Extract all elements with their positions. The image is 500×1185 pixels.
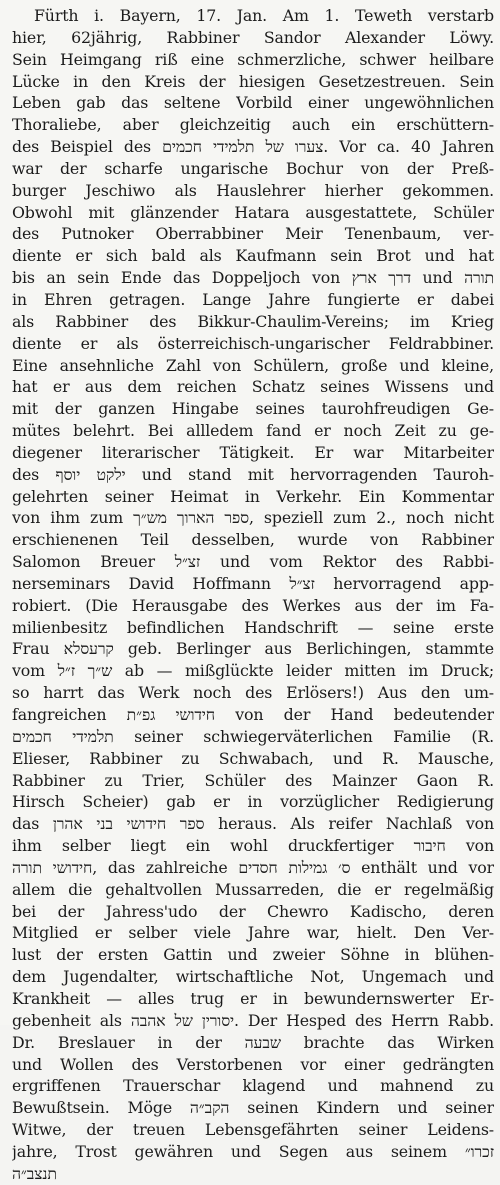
article-line: dem Jugendalter, wirtschaftliche Not, Ungemach und xyxy=(12,967,494,987)
article-line: diente er als österreichisch-ungarischer Feldrabbiner. xyxy=(12,333,494,353)
article-line: hat er aus dem reichen Schatz seines Wissens und xyxy=(12,377,494,397)
article-line: ihm selber liegt ein wohl druckfertiger חיבור von xyxy=(12,836,494,856)
article-line: fangreichen חידושי גפ״ת von der Hand bedeutender xyxy=(12,705,494,724)
article-line: jahre, Trost gewähren und Segen aus seinem זכרו״ xyxy=(12,1141,494,1161)
article-line: Mitglied er selber viele Jahre war, hielt. Den Ver- xyxy=(12,923,494,943)
article-line: und Wollen des Verstorbenen vor einer gedrängten xyxy=(12,1054,494,1074)
article-line: תלמידי חכמים seiner schwiegerväterlichen Familie (R. xyxy=(12,726,494,746)
article-line: Hirsch Scheier) gab er in vorzüglicher Redigierung xyxy=(12,792,494,812)
article-line: Witwe, der treuen Lebensgefährten seiner Leidens- xyxy=(12,1120,494,1140)
article-line: Rabbiner zu Trier, Schüler des Mainzer Gaon R. xyxy=(12,770,494,790)
article-line: ergriffenen Trauerschar klagend und mahnend zu xyxy=(12,1076,494,1096)
article-line: Lücke in den Kreis der hiesigen Gesetzestreuen. Sein xyxy=(12,71,494,91)
article-line: des Beispiel des צערו של תלמידי חכמים. Vor ca. 40 Jahren xyxy=(12,137,494,157)
article-line: war der scharfe ungarische Bochur von der Preß- xyxy=(12,158,494,178)
article-line: nerseminars David Hoffmann זצ״ל hervorragend app- xyxy=(12,573,494,593)
article-line: so harrt das Werk noch des Erlösers!) Aus den um- xyxy=(12,683,494,703)
article-line: vom ש״ך ז״ל ab — mißglückte leider mitten im Druck; xyxy=(12,661,494,681)
article-line: Bewußtsein. Möge הקב״ה seinen Kindern und seiner xyxy=(12,1098,494,1118)
article-line: Frau קרעסלא geb. Berlinger aus Berlichingen, stammte xyxy=(12,639,494,659)
article-line: Obwohl mit glänzender Hatara ausgestattete, Schüler xyxy=(12,202,494,222)
article-line: gebenheit als יסורין של אהבה. Der Hesped des Herrn Rabb. xyxy=(12,1010,494,1030)
article-line: Elieser, Rabbiner zu Schwabach, und R. Mausche, xyxy=(12,748,494,768)
article-line: von ihm zum ספר הארוך מש״ך, speziell zum 2., noch nicht xyxy=(12,508,494,528)
article-line: das ספר חידושי בני אהרן heraus. Als reifer Nachlaß von xyxy=(12,814,494,834)
article-line: Salomon Breuer זצ״ל und vom Rektor des Rabbi- xyxy=(12,552,494,572)
article-line: erschienenen Teil desselben, wurde von Rabbiner xyxy=(12,530,494,550)
article-line: mütes belehrt. Bei allledem fand er noch Zeit zu ge- xyxy=(12,421,494,441)
article-line: allem die gehaltvollen Mussarreden, die er regelmäßig xyxy=(12,879,494,899)
article-line: hier, 62jährig, Rabbiner Sandor Alexander Löwy. xyxy=(12,27,494,47)
article-line: milienbesitz befindlichen Handschrift — seine erste xyxy=(12,617,494,637)
article-line: des Putnoker Oberrabbiner Meir Tenenbaum, ver- xyxy=(12,224,494,244)
article-line: diente er sich bald als Kaufmann sein Brot und hat xyxy=(12,246,494,266)
article-line: bis an sein Ende das Doppeljoch von דרך ארץ und תורה xyxy=(12,268,494,288)
article-line: Krankheit — alles trug er in bewundernswerter Er- xyxy=(12,988,494,1008)
article-line: als Rabbiner des Bikkur-Chaulim-Vereins; im Krieg xyxy=(12,311,494,331)
article-line: תנצב״ה xyxy=(12,1163,57,1183)
article-line: Thoraliebe, aber gleichzeitig auch ein erschüttern- xyxy=(12,115,494,135)
article-line: in Ehren getragen. Lange Jahre fungierte er dabei xyxy=(12,289,494,309)
article-line: diegener literarischer Tätigkeit. Er war Mitarbeiter xyxy=(12,442,494,462)
article-line: gelehrten seiner Heimat in Verkehr. Ein Kommentar xyxy=(12,486,494,506)
article-line: burger Jeschiwo als Hauslehrer hierher gekommen. xyxy=(12,180,494,200)
article-line: Sein Heimgang riß eine schmerzliche, schwer heilbare xyxy=(12,49,494,69)
article-line: robiert. (Die Herausgabe des Werkes aus der im Fa- xyxy=(12,595,494,615)
article-line: Leben gab das seltene Vorbild einer ungewöhnlichen xyxy=(12,93,494,113)
obituary-article xyxy=(12,5,494,1185)
article-line: bei der Jahress'udo der Chewro Kadischo, deren xyxy=(12,901,494,921)
article-line: des ילקט יוסף und stand mit hervorragenden Tauroh- xyxy=(12,464,494,484)
article-line: lust der ersten Gattin und zweier Söhne in blühen- xyxy=(12,945,494,965)
article-line: Dr. Breslauer in der שבעה brachte das Wirken xyxy=(12,1032,494,1052)
article-line: Fürth i. Bayern, 17. Jan. Am 1. Teweth verstarb xyxy=(34,6,494,25)
article-line: Eine ansehnliche Zahl von Schülern, große und kleine, xyxy=(12,355,494,375)
article-line: mit der ganzen Hingabe seines taurohfreudigen Ge- xyxy=(12,399,494,419)
article-line: חידושי תורה, das zahlreiche ס׳ גמילות חסדים enthält und vor xyxy=(12,857,494,877)
